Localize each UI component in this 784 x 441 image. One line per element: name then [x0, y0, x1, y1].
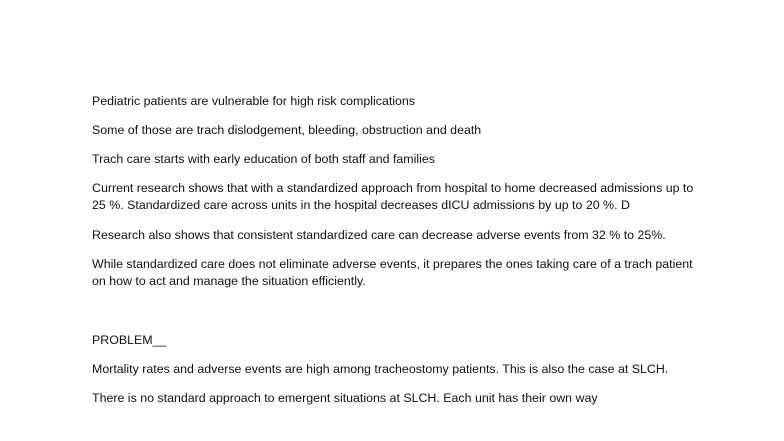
- paragraph-education: Trach care starts with early education of both staff and families: [92, 152, 435, 166]
- paragraph-current-research: Current research shows that with a standardized approach from hospital to home decreased admissions up to 25 %. Standardized care across units in the hospital decreases dICU admissions by up to 20 %. D: [92, 181, 694, 212]
- paragraph-no-standard-approach: There is no standard approach to emergent situations at SLCH. Each unit has their own way: [92, 391, 598, 405]
- problem-heading: PROBLEM__: [92, 333, 167, 347]
- paragraph-complications: Some of those are trach dislodgement, bleeding, obstruction and death: [92, 123, 482, 137]
- paragraph-mortality: Mortality rates and adverse events are high among tracheostomy patients. This is also the case at SLCH.: [92, 362, 669, 376]
- paragraph-standardized-care: While standardized care does not eliminate adverse events, it prepares the ones taking care of a trach patient on how to act and manage the situation efficiently.: [92, 257, 693, 288]
- paragraph-vulnerability: Pediatric patients are vulnerable for high risk complications: [92, 94, 416, 108]
- paragraph-research-adverse-events: Research also shows that consistent standardized care can decrease adverse events from 32 % to 25%.: [92, 228, 666, 242]
